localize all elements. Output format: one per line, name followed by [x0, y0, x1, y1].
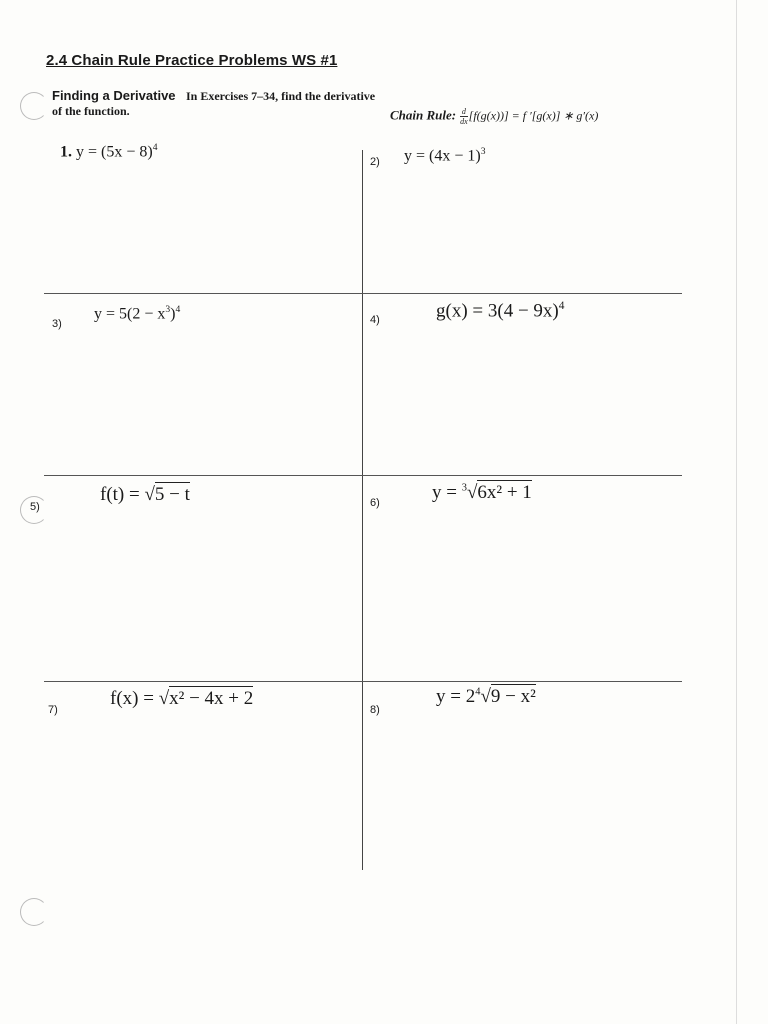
exponent: 4: [175, 304, 181, 315]
problem-1: [60, 142, 158, 161]
chain-rule-expression: [f(g(x))] = f ′[g(x)] ∗ g′(x): [468, 108, 599, 123]
function-lhs: y = 2: [436, 686, 476, 707]
chain-rule-label: Chain Rule:: [390, 107, 457, 123]
problem-6: [432, 482, 532, 504]
radical-sign: √: [466, 482, 478, 503]
radicand: 5 − t: [154, 484, 190, 505]
exponent: 3: [480, 146, 486, 157]
grid-vertical-divider: [362, 150, 363, 870]
problem-4: [436, 300, 564, 322]
radical-sign: √: [480, 686, 491, 707]
root-index: 4: [475, 686, 481, 698]
scan-edge-line: [736, 0, 737, 1024]
exponent: 4: [152, 142, 158, 153]
radical-sign: √: [158, 688, 170, 709]
derivative-denominator: dx: [460, 117, 468, 126]
problem-6-label: 6): [370, 497, 380, 509]
radical-sign: √: [144, 484, 155, 505]
problem-2-label: 2): [370, 156, 380, 168]
problem-7-label: 7): [48, 704, 58, 716]
radicand: x² − 4x + 2: [169, 688, 254, 709]
function-lhs: f(x) =: [110, 688, 159, 709]
root-index: 3: [461, 482, 467, 494]
problem-8-label: 8): [370, 704, 380, 716]
closing-paren: ): [170, 305, 176, 323]
problem-label: 1.: [60, 143, 72, 161]
problem-5: [100, 484, 190, 506]
instruction-text: In Exercises 7–34, find the derivative: [186, 89, 376, 103]
problem-2: [404, 146, 486, 165]
radicand: 6x² + 1: [477, 482, 532, 503]
chain-rule-formula: [390, 107, 598, 126]
instruction-text-continued: of the function.: [52, 104, 130, 118]
problem-5-label: 5): [30, 501, 40, 513]
problem-3-label: 3): [52, 318, 62, 330]
grid-row-divider-3: [44, 681, 682, 682]
problem-8: [436, 686, 536, 708]
binder-hole-top: [20, 92, 48, 120]
inner-exponent: 3: [165, 304, 171, 315]
problem-4-label: 4): [370, 314, 380, 326]
worksheet-title: 2.4 Chain Rule Practice Problems WS #1: [46, 52, 338, 69]
derivative-numerator: d: [461, 107, 466, 116]
grid-row-divider-1: [44, 293, 682, 294]
binder-hole-bottom: [20, 898, 48, 926]
problem-7: [110, 688, 253, 710]
problem-equation: y = (5x − 8): [76, 143, 153, 161]
derivative-operator: [460, 107, 468, 126]
problem-equation: y = (4x − 1): [404, 147, 481, 165]
grid-row-divider-2: [44, 475, 682, 476]
instruction-heading: Finding a Derivative: [52, 88, 176, 103]
exponent: 4: [558, 300, 565, 312]
function-lhs: f(t) =: [100, 484, 145, 505]
problem-equation: y = 5(2 − x: [94, 305, 166, 323]
radicand: 9 − x²: [490, 686, 536, 707]
problem-equation: g(x) = 3(4 − 9x): [436, 300, 559, 322]
function-lhs: y =: [432, 482, 462, 503]
problem-3: [94, 304, 180, 323]
